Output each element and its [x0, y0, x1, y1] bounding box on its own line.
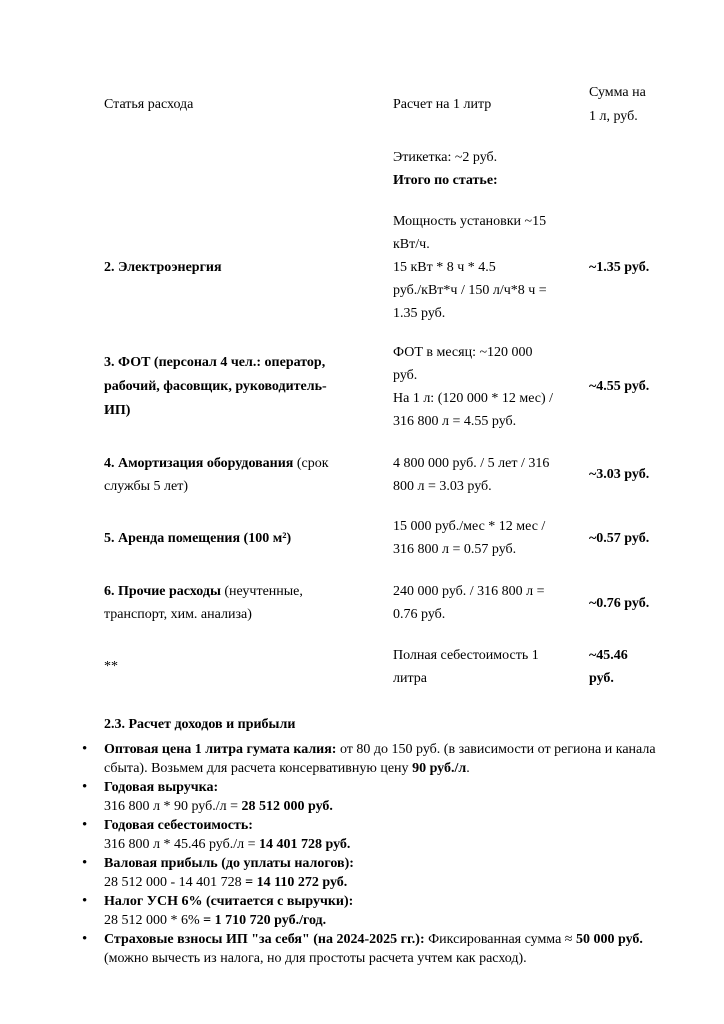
row-depreciation-item: 4. Амортизация оборудования (срок службы 5 лет): [104, 456, 329, 494]
row-electricity-calc: Мощность установки ~15 кВт/ч. 15 кВт * 8 ч * 4.5 руб./кВт*ч / 150 л/ч*8 ч = 1.35 руб.: [393, 214, 547, 321]
row-total-calc: Полная себестоимость 1 литра: [393, 648, 539, 686]
list-item: • Страховые взносы ИП "за себя" (на 2024-2025 гг.): Фиксированная сумма ≈ 50 000 руб. (можно вычесть из налога, но для простоты расчета учтем как расход).: [104, 930, 664, 968]
header-item: Статья расхода: [104, 97, 194, 112]
row-depreciation-calc: 4 800 000 руб. / 5 лет / 316 800 л = 3.03 руб.: [393, 456, 550, 494]
list-item: • Валовая прибыль (до уплаты налогов): 28 512 000 - 14 401 728 = 14 110 272 руб.: [104, 854, 664, 892]
row-total-sum: ~45.46 руб.: [589, 648, 628, 686]
row-rent-calc: 15 000 руб./мес * 12 мес / 316 800 л = 0.57 руб.: [393, 519, 546, 557]
income-bullet-list: [104, 740, 664, 968]
row-electricity-sum: ~1.35 руб.: [589, 260, 650, 275]
label-row-calc: Этикетка: ~2 руб. Итого по статье:: [393, 150, 498, 188]
row-payroll-calc: ФОТ в месяц: ~120 000 руб. На 1 л: (120 000 * 12 мес) / 316 800 л = 4.55 руб.: [393, 345, 554, 429]
row-payroll-item: 3. ФОТ (персонал 4 чел.: оператор, рабочий, фасовщик, руководитель- ИП): [104, 355, 327, 418]
row-other-calc: 240 000 руб. / 316 800 л = 0.76 руб.: [393, 584, 545, 622]
list-item: • Годовая себестоимость: 316 800 л * 45.46 руб./л = 14 401 728 руб.: [104, 816, 664, 854]
header-calc: Расчет на 1 литр: [393, 97, 492, 112]
section-title: 2.3. Расчет доходов и прибыли: [104, 717, 296, 732]
row-other-item: 6. Прочие расходы (неучтенные, транспорт, хим. анализа): [104, 584, 303, 622]
list-item: • Налог УСН 6% (считается с выручки): 28 512 000 * 6% = 1 710 720 руб./год.: [104, 892, 664, 930]
header-sum: Сумма на 1 л, руб.: [589, 85, 646, 124]
list-item: • Годовая выручка: 316 800 л * 90 руб./л = 28 512 000 руб.: [104, 778, 664, 816]
row-depreciation-sum: ~3.03 руб.: [589, 467, 650, 482]
list-item: • Оптовая цена 1 литра гумата калия: от 80 до 150 руб. (в зависимости от региона и канала сбыта). Возьмем для расчета консервативную цену 90 руб./л.: [104, 740, 664, 778]
row-total-item: **: [104, 659, 118, 674]
row-rent-item: 5. Аренда помещения (100 м²): [104, 531, 292, 546]
row-other-sum: ~0.76 руб.: [589, 596, 650, 611]
row-rent-sum: ~0.57 руб.: [589, 531, 650, 546]
row-electricity-item: 2. Электроэнергия: [104, 260, 222, 275]
row-payroll-sum: ~4.55 руб.: [589, 379, 650, 394]
